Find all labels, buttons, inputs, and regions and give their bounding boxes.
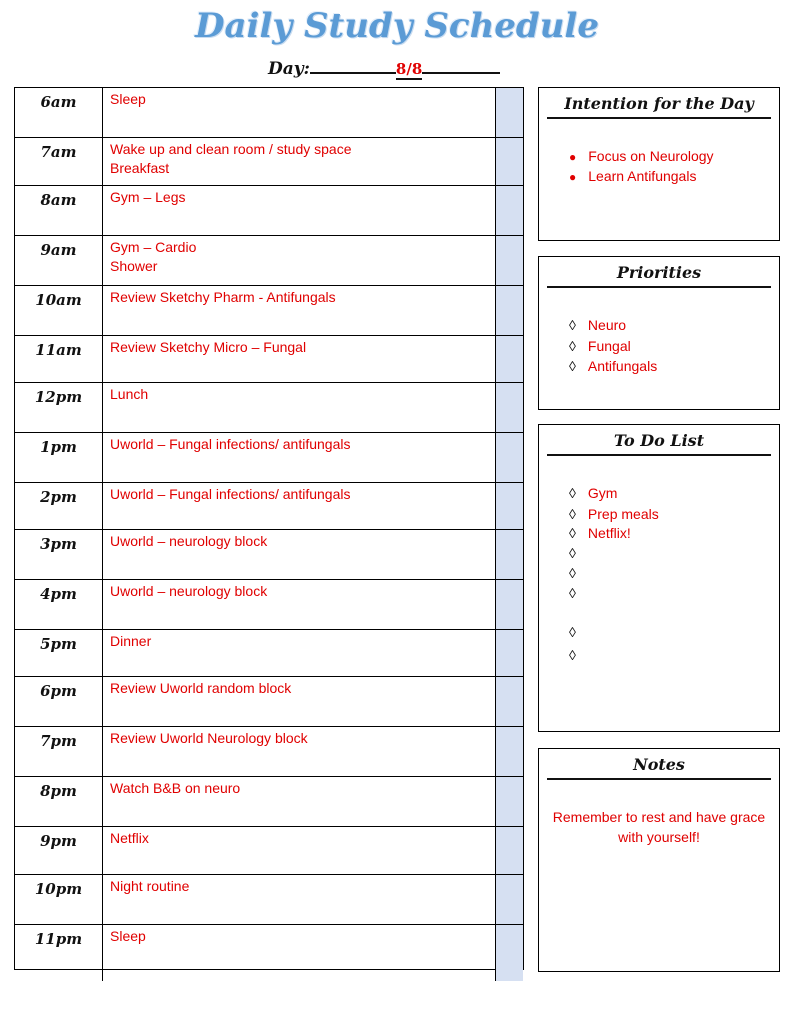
check-cell[interactable] bbox=[495, 727, 523, 776]
check-cell[interactable] bbox=[495, 186, 523, 235]
intention-item[interactable]: ● Focus on Neurology bbox=[569, 148, 714, 164]
activity-cell[interactable]: Review Uworld random block bbox=[110, 680, 292, 696]
time-label: 3pm bbox=[15, 530, 103, 579]
time-label: 7pm bbox=[15, 727, 103, 776]
intention-item[interactable]: ● Learn Antifungals bbox=[569, 168, 697, 184]
priority-item[interactable]: ◊ Antifungals bbox=[569, 358, 658, 374]
activity-cell[interactable]: Uworld – neurology block bbox=[110, 583, 268, 599]
check-cell[interactable] bbox=[495, 383, 523, 432]
todo-box bbox=[538, 424, 780, 732]
time-label: 8am bbox=[15, 186, 103, 235]
check-cell[interactable] bbox=[495, 875, 523, 924]
diamond-bullet-icon: ◊ bbox=[569, 338, 576, 354]
notes-text[interactable]: Remember to rest and have grace with yourself! bbox=[552, 809, 766, 845]
activity-cell[interactable]: Lunch bbox=[110, 386, 149, 402]
diamond-bullet-icon: ◊ bbox=[569, 358, 576, 374]
schedule-row bbox=[15, 677, 523, 727]
todo-item[interactable]: ◊ Gym bbox=[569, 485, 618, 501]
activity-cell[interactable]: Review Sketchy Pharm - Antifungals bbox=[110, 289, 336, 305]
schedule-table bbox=[14, 87, 524, 970]
check-cell[interactable] bbox=[495, 88, 523, 137]
activity-cell[interactable]: Review Sketchy Micro – Fungal bbox=[110, 339, 307, 355]
bullet-icon: ● bbox=[569, 150, 577, 164]
activity-cell[interactable]: Watch B&B on neuro bbox=[110, 780, 241, 796]
schedule-row bbox=[15, 580, 523, 630]
schedule-row bbox=[15, 827, 523, 875]
check-cell[interactable] bbox=[495, 138, 523, 185]
schedule-row bbox=[15, 433, 523, 483]
check-cell[interactable] bbox=[495, 677, 523, 726]
time-label: 11pm bbox=[15, 925, 103, 981]
time-label: 8pm bbox=[15, 777, 103, 826]
time-label: 10am bbox=[15, 286, 103, 335]
check-cell[interactable] bbox=[495, 580, 523, 629]
todo-title: To Do List bbox=[547, 431, 771, 456]
time-label: 4pm bbox=[15, 580, 103, 629]
todo-item[interactable] bbox=[569, 565, 588, 581]
time-label: 5pm bbox=[15, 630, 103, 676]
activity-cell[interactable]: Dinner bbox=[110, 633, 152, 649]
todo-item[interactable] bbox=[569, 624, 588, 640]
diamond-bullet-icon: ◊ bbox=[569, 525, 576, 541]
day-line bbox=[268, 58, 500, 79]
todo-item[interactable]: ◊ Prep meals bbox=[569, 506, 659, 522]
check-cell[interactable] bbox=[495, 336, 523, 382]
schedule-row bbox=[15, 630, 523, 677]
check-cell[interactable] bbox=[495, 286, 523, 335]
schedule-row bbox=[15, 875, 523, 925]
check-cell[interactable] bbox=[495, 236, 523, 285]
schedule-row bbox=[15, 483, 523, 530]
time-label: 6pm bbox=[15, 677, 103, 726]
schedule-row bbox=[15, 336, 523, 383]
time-label: 12pm bbox=[15, 383, 103, 432]
time-label: 2pm bbox=[15, 483, 103, 529]
check-cell[interactable] bbox=[495, 433, 523, 482]
time-label: 7am bbox=[15, 138, 103, 185]
schedule-row bbox=[15, 186, 523, 236]
check-cell[interactable] bbox=[495, 925, 523, 981]
diamond-bullet-icon: ◊ bbox=[569, 647, 576, 663]
time-label: 11am bbox=[15, 336, 103, 382]
schedule-row bbox=[15, 88, 523, 138]
diamond-bullet-icon: ◊ bbox=[569, 585, 576, 601]
time-label: 1pm bbox=[15, 433, 103, 482]
diamond-bullet-icon: ◊ bbox=[569, 485, 576, 501]
diamond-bullet-icon: ◊ bbox=[569, 565, 576, 581]
check-cell[interactable] bbox=[495, 483, 523, 529]
activity-cell[interactable]: Gym – Legs bbox=[110, 189, 186, 205]
notes-box bbox=[538, 748, 780, 972]
time-label: 6am bbox=[15, 88, 103, 137]
activity-cell[interactable]: Sleep bbox=[110, 91, 146, 107]
intention-title: Intention for the Day bbox=[547, 94, 771, 119]
schedule-row bbox=[15, 383, 523, 433]
day-label: Day: bbox=[268, 59, 310, 79]
activity-cell[interactable]: Wake up and clean room / study space Breakfast bbox=[110, 141, 352, 176]
activity-cell[interactable]: Uworld – Fungal infections/ antifungals bbox=[110, 436, 351, 452]
activity-cell[interactable]: Night routine bbox=[110, 878, 190, 894]
todo-item[interactable] bbox=[569, 647, 588, 663]
schedule-row bbox=[15, 777, 523, 827]
activity-cell[interactable]: Sleep bbox=[110, 928, 146, 944]
activity-cell[interactable]: Netflix bbox=[110, 830, 149, 846]
activity-cell[interactable]: Review Uworld Neurology block bbox=[110, 730, 308, 746]
check-cell[interactable] bbox=[495, 777, 523, 826]
schedule-row bbox=[15, 286, 523, 336]
notes-title: Notes bbox=[547, 755, 771, 780]
todo-item[interactable] bbox=[569, 545, 588, 561]
diamond-bullet-icon: ◊ bbox=[569, 317, 576, 333]
activity-cell[interactable]: Uworld – neurology block bbox=[110, 533, 268, 549]
day-value[interactable]: 8/8 bbox=[395, 60, 423, 78]
todo-item[interactable]: ◊ Netflix! bbox=[569, 525, 631, 541]
schedule-row bbox=[15, 236, 523, 286]
schedule-row bbox=[15, 925, 523, 981]
time-label: 10pm bbox=[15, 875, 103, 924]
priority-item[interactable]: ◊ Neuro bbox=[569, 317, 627, 333]
priorities-title: Priorities bbox=[547, 263, 771, 288]
diamond-bullet-icon: ◊ bbox=[569, 506, 576, 522]
time-label: 9am bbox=[15, 236, 103, 285]
bullet-icon: ● bbox=[569, 170, 577, 184]
diamond-bullet-icon: ◊ bbox=[569, 545, 576, 561]
check-cell[interactable] bbox=[495, 530, 523, 579]
diamond-bullet-icon: ◊ bbox=[569, 624, 576, 640]
todo-item[interactable] bbox=[569, 585, 588, 601]
activity-cell[interactable]: Uworld – Fungal infections/ antifungals bbox=[110, 486, 351, 502]
intention-box bbox=[538, 87, 780, 241]
activity-cell[interactable]: Gym – Cardio Shower bbox=[110, 239, 197, 274]
check-cell[interactable] bbox=[495, 827, 523, 874]
priority-item[interactable]: ◊ Fungal bbox=[569, 338, 631, 354]
priorities-box bbox=[538, 256, 780, 410]
schedule-row bbox=[15, 727, 523, 777]
schedule-row bbox=[15, 530, 523, 580]
schedule-row bbox=[15, 138, 523, 186]
check-cell[interactable] bbox=[495, 630, 523, 676]
time-label: 9pm bbox=[15, 827, 103, 874]
page-title: Daily Study Schedule bbox=[195, 6, 599, 46]
